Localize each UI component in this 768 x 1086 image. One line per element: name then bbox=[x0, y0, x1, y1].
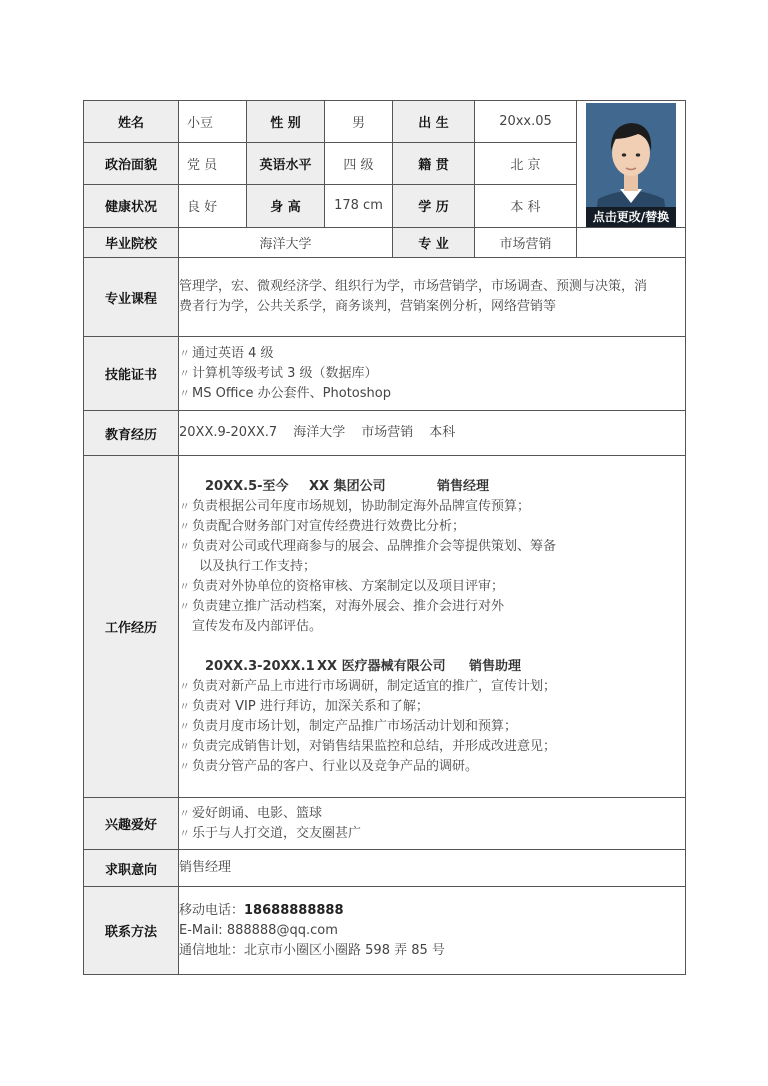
list-item: 〃 MS Office 办公套件、Photoshop bbox=[179, 385, 391, 401]
origin-label: 籍 贯 bbox=[393, 142, 475, 184]
birth-value[interactable]: 20xx.05 bbox=[475, 101, 577, 143]
edu-school: 海洋大学 bbox=[293, 425, 346, 440]
bullet-icon: 〃 bbox=[179, 739, 190, 753]
birth-label: 出 生 bbox=[393, 101, 475, 143]
job2-header bbox=[179, 657, 685, 677]
work-content[interactable] bbox=[179, 456, 686, 798]
bullet-icon: 〃 bbox=[179, 599, 190, 613]
bullet-icon: 〃 bbox=[179, 539, 190, 553]
courses-content[interactable] bbox=[179, 258, 686, 337]
list-item-cont: 宣传发布及内部评估。 bbox=[192, 618, 323, 634]
job1-header bbox=[179, 477, 685, 497]
major-label: 专 业 bbox=[393, 228, 475, 258]
list-item: 〃 负责对公司或代理商参与的展会、品牌推介会等提供策划、筹备 bbox=[179, 538, 557, 554]
health-label: 健康状况 bbox=[84, 184, 179, 227]
job1-company: XX 集团公司 bbox=[309, 478, 386, 494]
edu-degree: 本科 bbox=[429, 425, 456, 440]
bullet-icon: 〃 bbox=[179, 579, 190, 593]
list-item: 〃 乐于与人打交道，交友圈甚广 bbox=[179, 825, 362, 841]
job1-title: 销售经理 bbox=[437, 478, 490, 494]
address-value[interactable]: 北京市小圈区小圈路 598 弄 85 号 bbox=[244, 942, 445, 958]
courses-line: 管理学，宏、微观经济学、组织行为学，市场营销学，市场调查、预测与决策，消 bbox=[179, 279, 648, 294]
list-item: 〃 负责根据公司年度市场规划，协助制定海外品牌宣传预算； bbox=[179, 498, 531, 514]
height-label: 身 高 bbox=[247, 184, 325, 227]
skills-label: 技能证书 bbox=[84, 337, 179, 411]
phone-line: 移动电话：18688888888 bbox=[179, 902, 344, 918]
list-item: 〃 负责分管产品的客户、行业以及竞争产品的调研。 bbox=[179, 758, 479, 774]
politics-value[interactable]: 党 员 bbox=[179, 142, 247, 184]
job2-company: XX 医疗器械有限公司 bbox=[317, 658, 446, 674]
phone-value[interactable]: 18688888888 bbox=[244, 902, 344, 918]
height-value[interactable]: 178 cm bbox=[325, 184, 393, 227]
bullet-icon: 〃 bbox=[179, 499, 190, 513]
school-label: 毕业院校 bbox=[84, 228, 179, 258]
contact-content[interactable] bbox=[179, 887, 686, 975]
hobbies-content[interactable] bbox=[179, 798, 686, 850]
objective-label: 求职意向 bbox=[84, 850, 179, 887]
job1-period: 20XX.5-至今 bbox=[205, 478, 289, 494]
bullet-icon: 〃 bbox=[179, 519, 190, 533]
name-value[interactable]: 小豆 bbox=[179, 101, 247, 143]
gender-value[interactable]: 男 bbox=[325, 101, 393, 143]
empty-cell bbox=[577, 228, 686, 258]
resume-table bbox=[83, 100, 686, 975]
bullet-icon: 〃 bbox=[179, 346, 190, 360]
work-label: 工作经历 bbox=[84, 456, 179, 798]
english-label: 英语水平 bbox=[247, 142, 325, 184]
list-item: 〃 负责对 VIP 进行拜访，加深关系和了解； bbox=[179, 698, 429, 714]
edu-period: 20XX.9-20XX.7 bbox=[179, 425, 278, 440]
origin-value[interactable]: 北 京 bbox=[475, 142, 577, 184]
bullet-icon: 〃 bbox=[179, 826, 190, 840]
bullet-icon: 〃 bbox=[179, 679, 190, 693]
job2-period: 20XX.3-20XX.1 bbox=[205, 658, 315, 674]
english-value[interactable]: 四 级 bbox=[325, 142, 393, 184]
list-item: 〃 通过英语 4 级 bbox=[179, 345, 274, 361]
education-label: 教育经历 bbox=[84, 411, 179, 456]
courses-label: 专业课程 bbox=[84, 258, 179, 337]
bullet-icon: 〃 bbox=[179, 366, 190, 380]
address-line: 通信地址：北京市小圈区小圈路 598 弄 85 号 bbox=[179, 942, 445, 958]
bullet-icon: 〃 bbox=[179, 806, 190, 820]
list-item: 〃 负责建立推广活动档案，对海外展会、推介会进行对外 bbox=[179, 598, 505, 614]
health-value[interactable]: 良 好 bbox=[179, 184, 247, 227]
list-item: 〃 计算机等级考试 3 级（数据库） bbox=[179, 365, 378, 381]
list-item: 〃 负责完成销售计划，对销售结果监控和总结，并形成改进意见； bbox=[179, 738, 557, 754]
list-item: 〃 负责月度市场计划，制定产品推广市场活动计划和预算； bbox=[179, 718, 518, 734]
education-content[interactable] bbox=[179, 411, 686, 456]
school-value[interactable]: 海洋大学 bbox=[179, 228, 393, 258]
list-item: 〃 负责对新产品上市进行市场调研，制定适宜的推广，宣传计划； bbox=[179, 678, 557, 694]
change-photo-button[interactable]: 点击更改/替换 bbox=[586, 207, 676, 227]
gender-label: 性 别 bbox=[247, 101, 325, 143]
list-item: 〃 负责对外协单位的资格审核、方案制定以及项目评审； bbox=[179, 578, 505, 594]
list-item: 〃 爱好朗诵、电影、篮球 bbox=[179, 805, 323, 821]
email-line: E-Mail: 888888@qq.com bbox=[179, 922, 338, 938]
courses-line: 费者行为学，公共关系学，商务谈判，营销案例分析，网络营销等 bbox=[179, 299, 557, 314]
photo-cell bbox=[577, 101, 686, 228]
degree-value[interactable]: 本 科 bbox=[475, 184, 577, 227]
list-item: 〃 负责配合财务部门对宣传经费进行效费比分析； bbox=[179, 518, 466, 534]
objective-value[interactable]: 销售经理 bbox=[179, 850, 686, 887]
bullet-icon: 〃 bbox=[179, 759, 190, 773]
skills-content[interactable] bbox=[179, 337, 686, 411]
email-value[interactable]: 888888@qq.com bbox=[226, 922, 338, 938]
job2-title: 销售助理 bbox=[469, 658, 522, 674]
degree-label: 学 历 bbox=[393, 184, 475, 227]
politics-label: 政治面貌 bbox=[84, 142, 179, 184]
edu-major: 市场营销 bbox=[361, 425, 414, 440]
contact-label: 联系方法 bbox=[84, 887, 179, 975]
name-label: 姓名 bbox=[84, 101, 179, 143]
bullet-icon: 〃 bbox=[179, 719, 190, 733]
bullet-icon: 〃 bbox=[179, 699, 190, 713]
list-item-cont: 以及执行工作支持； bbox=[199, 558, 317, 574]
major-value[interactable]: 市场营销 bbox=[475, 228, 577, 258]
bullet-icon: 〃 bbox=[179, 386, 190, 400]
hobbies-label: 兴趣爱好 bbox=[84, 798, 179, 850]
profile-photo[interactable] bbox=[586, 103, 676, 227]
